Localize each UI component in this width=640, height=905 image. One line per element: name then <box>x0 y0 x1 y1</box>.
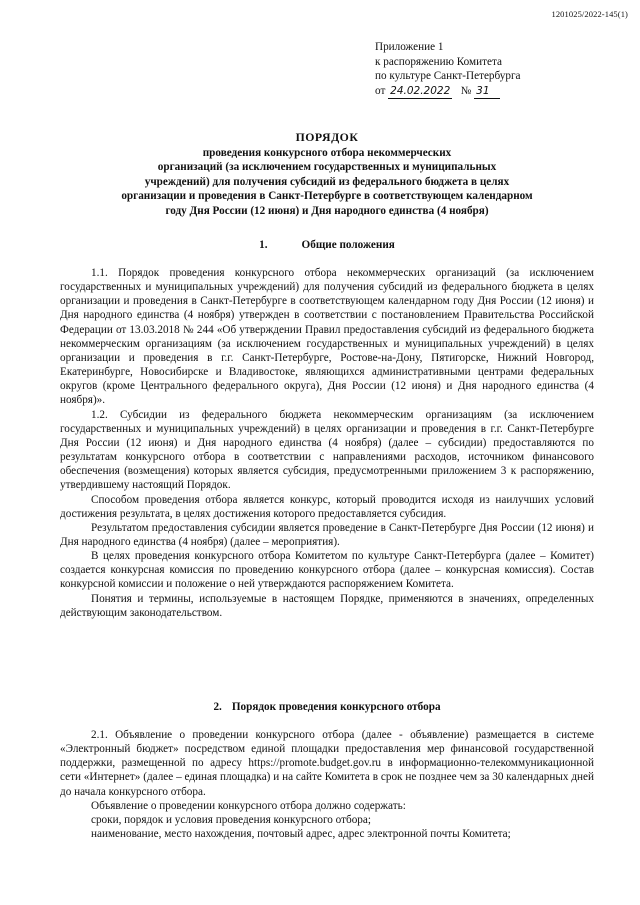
title-line: году Дня России (12 июня) и Дня народного единства (4 ноября) <box>165 204 489 217</box>
appendix-block <box>375 40 521 99</box>
appendix-line-3: по культуре Санкт-Петербурга <box>375 70 521 83</box>
appendix-line-2: к распоряжению Комитета <box>375 55 502 68</box>
section-1-title: Общие положения <box>301 239 395 251</box>
section-1-body <box>60 266 594 620</box>
handwritten-number: 31 <box>474 84 500 100</box>
section-2-number: 2. <box>213 701 222 713</box>
paragraph: 1.2. Субсидии из федерального бюджета некоммерческим организациям (за исключением государственных и муниципальных учреждений) в целях организации и проведения в г.г. Санкт-Петербурге Дня России (12 июня) и Дня народного единства (4 ноября) (далее – субсидии) предоставляются по результатам конкурсного отбора в соответствии с направлениями расходов, источником финансового обеспечения (возмещения) которых является субсидия, предусмотренными приложением 3 к распоряжению, утвердившему настоящий Порядок. <box>60 408 594 492</box>
paragraph: Объявление о проведении конкурсного отбора должно содержать: <box>91 799 406 812</box>
paragraph: сроки, порядок и условия проведения конкурсного отбора; <box>91 813 371 826</box>
document-number: 1201025/2022-145(1) <box>551 9 628 19</box>
paragraph: В целях проведения конкурсного отбора Комитетом по культуре Санкт-Петербурга (далее – Комитет) создается конкурсная комиссия по проведению конкурсного отбора (далее – конкурсная комиссия). Состав конкурсной комиссии и положение о ней утверждаются распоряжением Комитета. <box>60 550 594 591</box>
title-line: учреждений) для получения субсидий из федерального бюджета в целях <box>144 175 510 188</box>
paragraph: Способом проведения отбора является конкурс, который проводится исходя из наилучших условий достижения результата, в целях достижения которого предоставляется субсидия. <box>60 493 594 520</box>
appendix-date-line <box>375 84 521 100</box>
title-heading: ПОРЯДОК <box>295 130 359 144</box>
title-line: организации и проведения в Санкт-Петербурге в соответствующем календарном <box>121 190 533 203</box>
section-2-heading <box>60 700 594 714</box>
section-1-number: 1. <box>259 239 268 251</box>
document-title <box>60 130 594 219</box>
handwritten-date: 24.02.2022 <box>388 84 452 100</box>
paragraph: наименование, место нахождения, почтовый адрес, адрес электронной почты Комитета; <box>91 828 511 841</box>
title-line: организаций (за исключением государственных и муниципальных <box>157 161 497 174</box>
paragraph: 2.1. Объявление о проведении конкурсного отбора (далее - объявление) размещается в системе «Электронный бюджет» посредством единой площадки предоставления мер финансовой государственной поддержки, размещенной по адресу https://promote.budget.gov.ru в информационно-телекоммуникационной сети «Интернет» (далее – единая площадка) и на сайте Комитета в срок не позднее чем за 30 календарных дней до начала конкурсного отбора. <box>60 729 594 798</box>
section-2-title: Порядок проведения конкурсного отбора <box>231 701 441 713</box>
paragraph: Понятия и термины, используемые в настоящем Порядке, применяются в значениях, определенных действующим законодательством. <box>60 592 594 619</box>
appendix-line-1: Приложение 1 <box>375 41 444 53</box>
section-1-heading <box>60 238 594 252</box>
title-line: проведения конкурсного отбора некоммерческих <box>202 146 452 159</box>
date-prefix: от <box>375 84 386 97</box>
section-2-body <box>60 728 594 841</box>
paragraph: 1.1. Порядок проведения конкурсного отбора некоммерческих организаций (за исключением государственных и муниципальных учреждений) для получения субсидий из федерального бюджета в целях организации и проведения в Санкт-Петербурге в соответствующем календарном году Дня России (12 июня) и Дня народного единства (4 ноября) утвержден в соответствии с постановлением Правительства Российской Федерации от 13.03.2018 № 244 «Об утверждении Правил предоставления субсидий из федерального бюджета некоммерческим организациям (за исключением государственных и муниципальных учреждений) в целях организации и проведения в г.г. Санкт-Петербурге, Ростове-на-Дону, Пятигорске, Нижний Новгород, Екатеринбурге, Новосибирске и Владивостоке, являющихся административными центрами федеральных округов (кроме Центрального федерального округа), Дня России (12 июня) и Дня народного единства (4 ноября)». <box>60 267 594 407</box>
paragraph: Результатом предоставления субсидии является проведение в Санкт-Петербурге Дня России (12 июня) и Дня народного единства (4 ноября) (далее – мероприятия). <box>60 521 594 548</box>
number-prefix: № <box>460 84 472 97</box>
